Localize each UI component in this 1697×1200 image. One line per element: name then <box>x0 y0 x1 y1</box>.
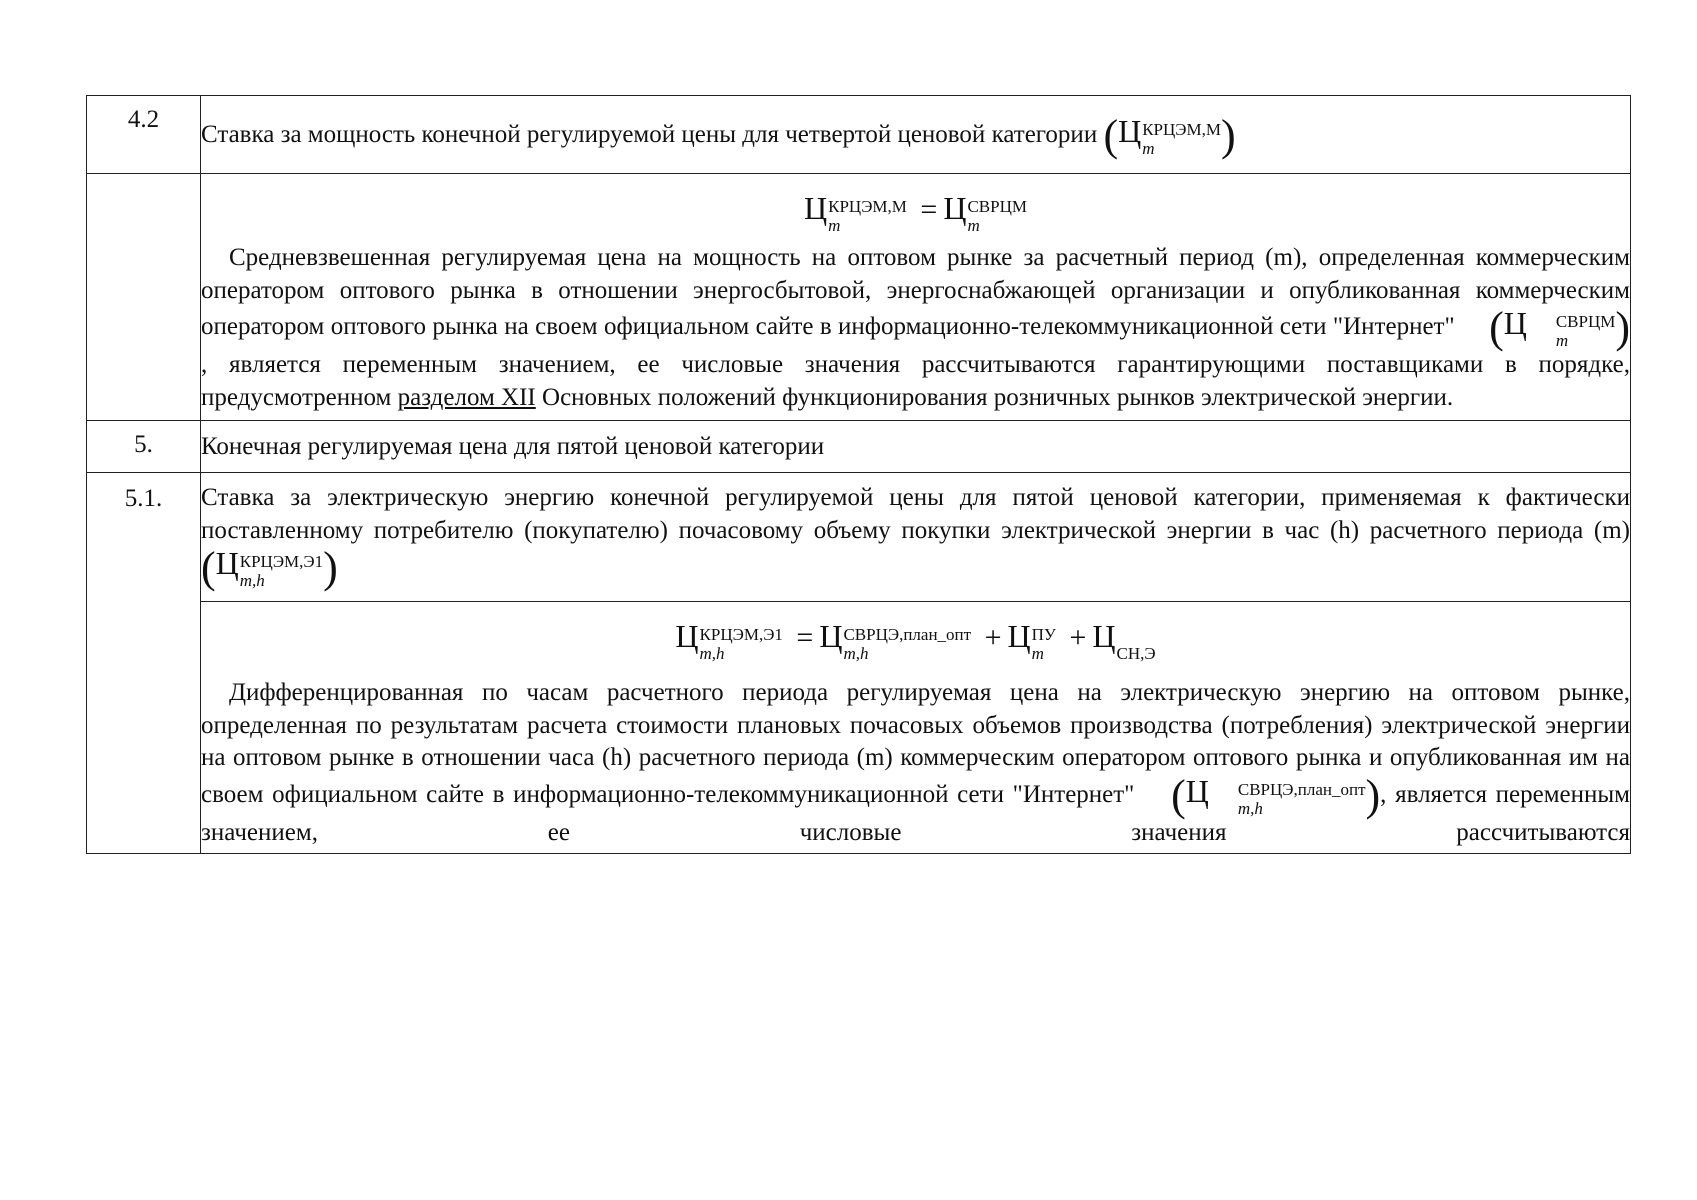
paragraph-text: Дифференцированная по часам расчетного периода регулируемая цена на электрическую энергию на оптовом рынке, определенная по результатам расчета стоимости плановых почасовых объемов производства (потребления) электрической энергии на оптовом рынке в отношении часа (h) расчетного периода (m) коммерческим оператором оптового рынка и опубликованная им на своем официальном сайте в информационно-телекоммуникационной сети "Интернет" <box>201 679 1630 808</box>
formula-superscript: СВРЦМ <box>1555 312 1616 331</box>
formula-subscript: m <box>1031 644 1044 663</box>
formula <box>201 602 1630 673</box>
formula-operator: = <box>920 193 938 226</box>
formula-superscript: СН,Э <box>1116 644 1156 663</box>
row-text-cell <box>201 174 1631 421</box>
table-row <box>87 174 1631 421</box>
formula-subscript: m,h <box>239 571 265 590</box>
row-text-cell <box>201 421 1631 473</box>
formula-operator: = <box>796 621 814 654</box>
formula-symbol: Ц <box>1118 113 1142 149</box>
section-xii-link[interactable]: разделом XII <box>397 383 536 411</box>
formula-symbol: Ц <box>1185 772 1209 809</box>
inline-formula: (Ц СВРЦЭ,план_опт m,h ) <box>1171 770 1381 820</box>
paragraph-text: Основных положений функционирования розничных рынков электрической энергии. <box>542 383 1454 411</box>
description-paragraph <box>201 673 1630 853</box>
formula-superscript: СВРЦЭ,план_опт <box>843 625 972 644</box>
formula-superscript: ПУ <box>1031 625 1056 644</box>
inline-formula: (Ц СВРЦМ m ) <box>1489 303 1631 352</box>
formula <box>201 174 1630 242</box>
formula-superscript: КРЦЭМ,М <box>828 197 907 216</box>
formula-symbol: Ц <box>675 618 699 654</box>
table-row <box>87 473 1631 602</box>
formula-symbol: Ц <box>819 618 843 654</box>
description-paragraph <box>201 242 1630 420</box>
row-title-text: Ставка за мощность конечной регулируемой цены для четвертой ценовой категории <box>201 121 1098 148</box>
tariff-table <box>86 95 1631 854</box>
formula-superscript: СВРЦМ <box>967 197 1027 216</box>
row-text-cell <box>201 473 1631 602</box>
formula-subscript: m,h <box>843 644 869 663</box>
formula-symbol: Ц <box>1092 618 1116 654</box>
formula-symbol: Ц <box>1503 305 1527 341</box>
paragraph-text: , является переменным значением, ее числовые значения рассчитываются гарантирующими поставщиками в порядке, предусмотренном <box>201 351 1630 411</box>
row-number-cell <box>87 96 201 174</box>
paragraph-text: Средневзвешенная регулируемая цена на мощность на оптовом рынке за расчетный период (m), определенная коммерческим оператором оптового рынка в отношении энергосбытовой, энергоснабжающей организации и опубликованная коммерческим оператором оптового рынка на своем официальном сайте в информационно-телекоммуникационной сети "Интернет" <box>201 244 1630 340</box>
row-title <box>201 473 1630 601</box>
row-number: 5.1. <box>124 485 163 512</box>
formula-subscript: m <box>967 216 980 235</box>
formula-subscript: m,h <box>699 644 725 663</box>
inline-formula: (Ц КРЦЭМ,М m ) <box>1103 111 1236 160</box>
row-number-cell <box>87 473 201 854</box>
table-row <box>87 602 1631 854</box>
table-row <box>87 96 1631 174</box>
formula-symbol: Ц <box>943 190 967 226</box>
formula-subscript: m <box>828 216 841 235</box>
formula-operator: + <box>1069 621 1087 654</box>
row-title <box>201 96 1630 173</box>
row-number: 5. <box>134 431 153 458</box>
row-number: 4.2 <box>127 106 160 133</box>
inline-formula: (Ц КРЦЭМ,Э1 m,h ) <box>201 543 338 592</box>
formula-subscript: m <box>1142 139 1155 158</box>
row-text-cell <box>201 602 1631 854</box>
formula-symbol: Ц <box>1007 618 1031 654</box>
row-title: Конечная регулируемая цена для пятой ценовой категории <box>201 433 825 460</box>
row-title-text: Ставка за электрическую энергию конечной регулируемой цены для пятой ценовой категории, применяемая к фактически поставленному потребителю (покупателю) почасовому объему покупки электрической энергии в час (h) расчетного периода (m) <box>201 484 1630 544</box>
paragraph-text: , является переменным значением, ее числовые значения рассчитываются <box>201 780 1631 846</box>
table-row <box>87 421 1631 473</box>
formula-symbol: Ц <box>804 190 828 226</box>
formula-subscript: m,h <box>1237 798 1263 818</box>
formula-superscript: КРЦЭМ,М <box>1142 120 1221 139</box>
row-text-cell <box>201 96 1631 174</box>
formula-superscript: КРЦЭМ,Э1 <box>699 625 783 644</box>
formula-symbol: Ц <box>215 545 239 581</box>
formula-superscript: КРЦЭМ,Э1 <box>239 552 324 571</box>
row-number-cell <box>87 174 201 421</box>
row-number-cell <box>87 421 201 473</box>
formula-superscript: СВРЦЭ,план_опт <box>1237 779 1366 799</box>
formula-subscript: m <box>1555 331 1569 350</box>
formula-operator: + <box>984 621 1002 654</box>
